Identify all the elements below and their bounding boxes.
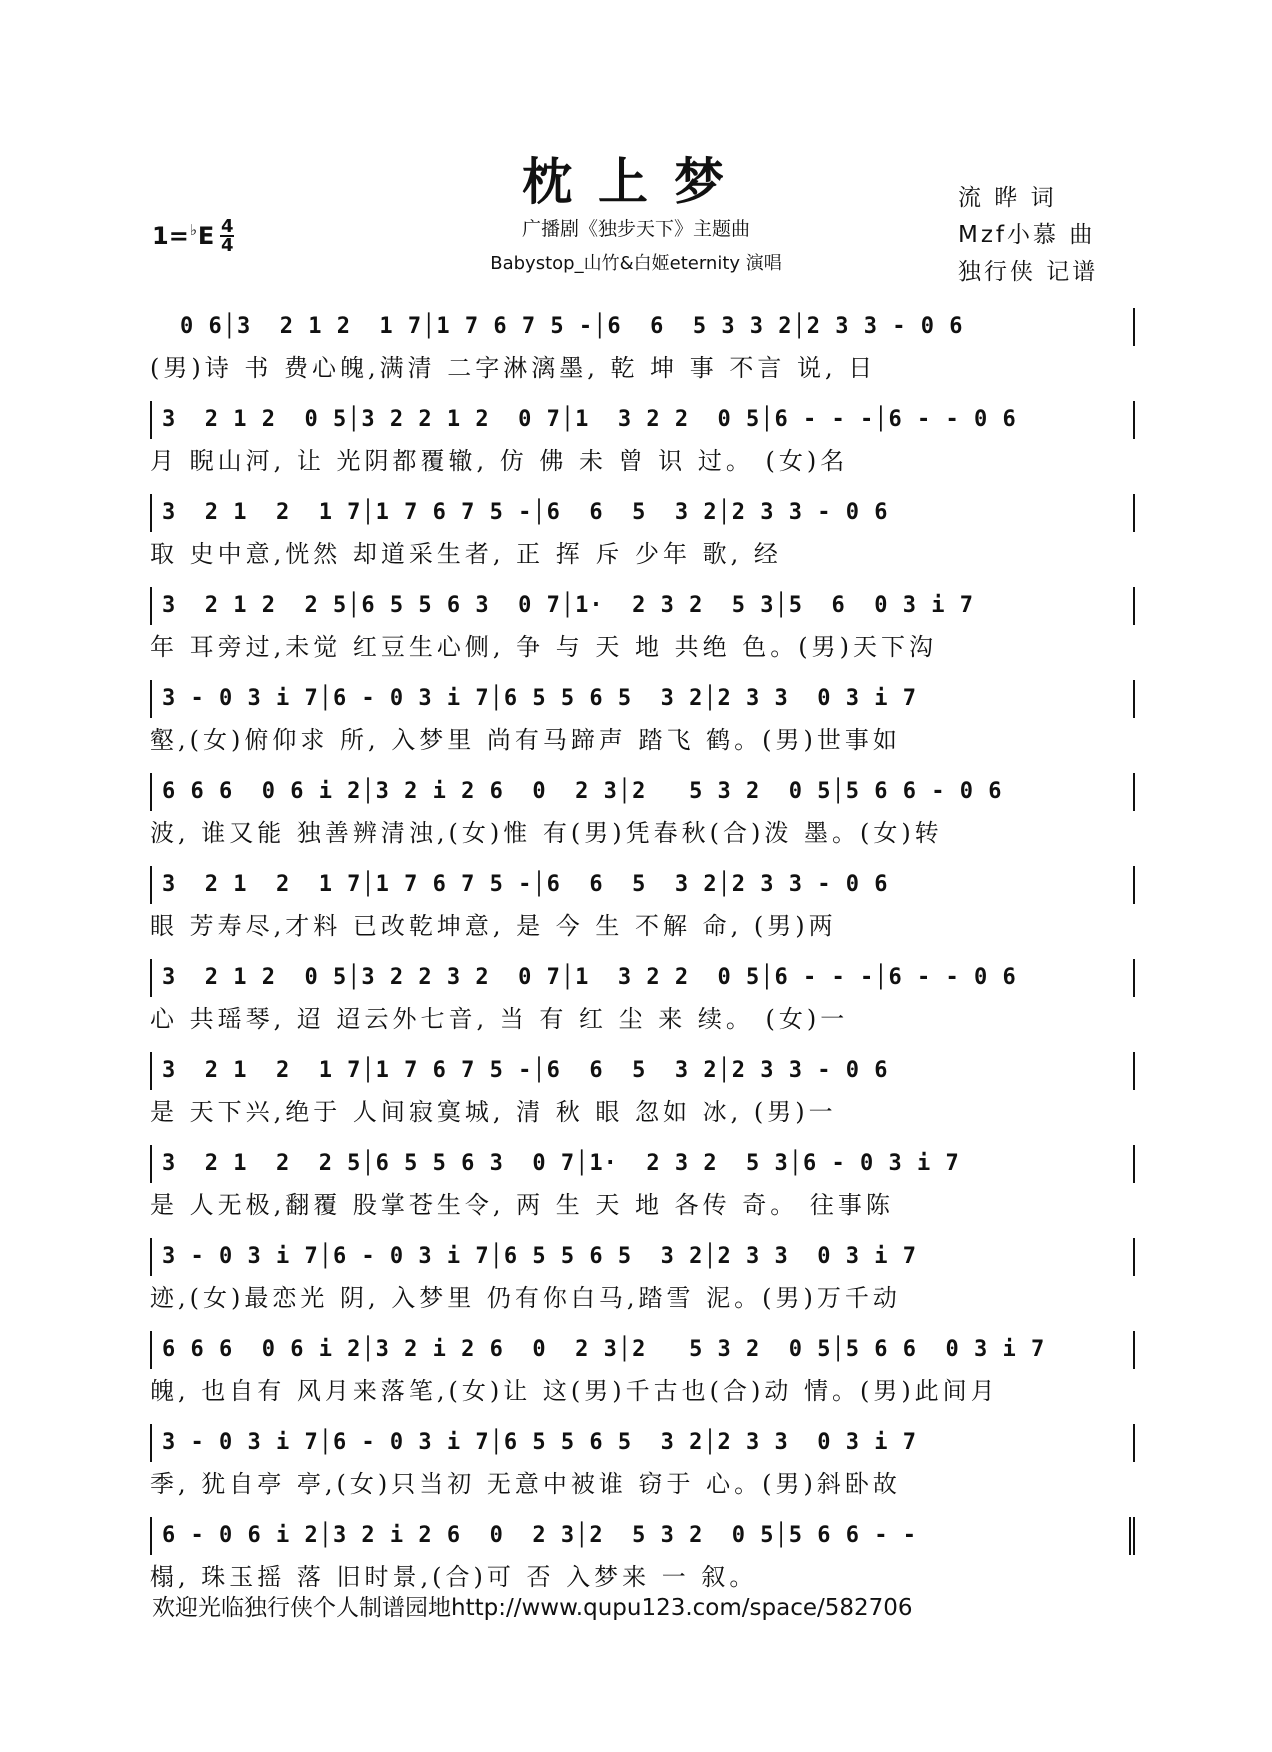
lyrics-line: 取 史中意,恍然 却道采生者, 正 挥 斥 少年 歌, 经: [150, 540, 782, 568]
song-subtitle: 广播剧《独步天下》主题曲: [521, 218, 750, 240]
lyrics-line: 魄, 也自有 风月来落笔,(女)让 这(男)千古也(合)动 情。(男)此间月: [150, 1377, 999, 1405]
notation-line: 3 - 0 3 i 7│6 - 0 3 i 7│6 5 5 6 5 3 2│2 3 3 0 3 i 7: [150, 1238, 1135, 1276]
composer: Mzf小慕 曲: [958, 222, 1096, 248]
notation-line: 0 6│3 2 1 2 1 7│1 7 6 7 5 -│6 6 5 3 3 2│2 3 3 - 0 6: [150, 308, 1135, 346]
lyrics-line: 榻, 珠玉摇 落 旧时景,(合)可 否 入梦来 一 叙。: [150, 1563, 758, 1591]
notation-line: 3 - 0 3 i 7│6 - 0 3 i 7│6 5 5 6 5 3 2│2 3 3 0 3 i 7: [150, 680, 1135, 718]
key-signature: [152, 218, 234, 254]
lyrics-line: (男)诗 书 费心魄,满清 二字淋漓墨, 乾 坤 事 不言 说, 日: [150, 354, 877, 382]
lyrics-line: 迹,(女)最恋光 阴, 入梦里 仍有你白马,踏雪 泥。(男)万千动: [150, 1284, 901, 1312]
lyrics-line: 是 人无极,翻覆 股掌苍生令, 两 生 天 地 各传 奇。 往事陈: [150, 1191, 894, 1219]
credits: [958, 180, 1098, 291]
notation-line: 3 2 1 2 1 7│1 7 6 7 5 -│6 6 5 3 2│2 3 3 - 0 6: [150, 1052, 1135, 1090]
score-system: [150, 1226, 1135, 1319]
score-system: [150, 296, 1135, 389]
lyrics-line: 月 睨山河, 让 光阴都覆辙, 仿 佛 未 曾 识 过。 (女)名: [150, 447, 849, 475]
lyrics-line: 心 共瑶琴, 迢 迢云外七音, 当 有 红 尘 来 续。 (女)一: [150, 1005, 849, 1033]
notation-line: 6 6 6 0 6 i 2│3 2 i 2 6 0 2 3│2 5 3 2 0 5│5 6 6 - 0 6: [150, 773, 1135, 811]
score-body: [150, 296, 1135, 1598]
lyrics-line: 是 天下兴,绝于 人间寂寞城, 清 秋 眼 忽如 冰, (男)一: [150, 1098, 837, 1126]
key-prefix: 1=: [152, 222, 189, 250]
score-system: [150, 575, 1135, 668]
footer-link-text: 欢迎光临独行侠个人制谱园地http://www.qupu123.com/space/582706: [152, 1595, 913, 1621]
notation-line: 3 2 1 2 0 5│3 2 2 1 2 0 7│1 3 2 2 0 5│6 - - -│6 - - 0 6: [150, 401, 1135, 439]
score-header: [0, 0, 1272, 290]
notation-line: 3 2 1 2 1 7│1 7 6 7 5 -│6 6 5 3 2│2 3 3 - 0 6: [150, 866, 1135, 904]
notation-line: 3 2 1 2 0 5│3 2 2 3 2 0 7│1 3 2 2 0 5│6 - - -│6 - - 0 6: [150, 959, 1135, 997]
time-bottom: 4: [221, 235, 234, 256]
score-system: [150, 854, 1135, 947]
time-top: 4: [221, 216, 234, 237]
time-signature: [220, 218, 234, 254]
score-system: [150, 482, 1135, 575]
score-system: [150, 761, 1135, 854]
lyrics-line: 壑,(女)俯仰求 所, 入梦里 尚有马蹄声 踏飞 鹤。(男)世事如: [150, 726, 901, 754]
lyrics-line: 年 耳旁过,未觉 红豆生心侧, 争 与 天 地 共绝 色。(男)天下沟: [150, 633, 938, 661]
score-system: [150, 1040, 1135, 1133]
score-system: [150, 389, 1135, 482]
notation-line: 3 2 1 2 2 5│6 5 5 6 3 0 7│1· 2 3 2 5 3│5 6 0 3 i 7: [150, 587, 1135, 625]
score-system: [150, 1319, 1135, 1412]
performers: Babystop_山竹&白姬eternity 演唱: [490, 253, 782, 274]
flat-sign: ♭: [189, 221, 197, 239]
score-system: [150, 1412, 1135, 1505]
score-system: [150, 1505, 1135, 1598]
score-system: [150, 668, 1135, 761]
transcriber: 独行侠 记谱: [958, 259, 1099, 285]
notation-line: 3 2 1 2 2 5│6 5 5 6 3 0 7│1· 2 3 2 5 3│6 - 0 3 i 7: [150, 1145, 1135, 1183]
key-note: E: [197, 222, 215, 250]
lyrics-line: 波, 谁又能 独善辨清浊,(女)惟 有(男)凭春秋(合)泼 墨。(女)转: [150, 819, 943, 847]
score-system: [150, 1133, 1135, 1226]
lyrics-line: 季, 犹自亭 亭,(女)只当初 无意中被谁 窃于 心。(男)斜卧故: [150, 1470, 901, 1498]
notation-line: 6 - 0 6 i 2│3 2 i 2 6 0 2 3│2 5 3 2 0 5│5 6 6 - -: [150, 1517, 1135, 1555]
lyrics-line: 眼 芳寿尽,才料 已改乾坤意, 是 今 生 不解 命, (男)两: [150, 912, 837, 940]
score-system: [150, 947, 1135, 1040]
lyricist: 流 晔 词: [958, 185, 1057, 211]
notation-line: 6 6 6 0 6 i 2│3 2 i 2 6 0 2 3│2 5 3 2 0 5│5 6 6 0 3 i 7: [150, 1331, 1135, 1369]
song-title: 枕上梦: [522, 152, 750, 211]
notation-line: 3 - 0 3 i 7│6 - 0 3 i 7│6 5 5 6 5 3 2│2 3 3 0 3 i 7: [150, 1424, 1135, 1462]
notation-line: 3 2 1 2 1 7│1 7 6 7 5 -│6 6 5 3 2│2 3 3 - 0 6: [150, 494, 1135, 532]
